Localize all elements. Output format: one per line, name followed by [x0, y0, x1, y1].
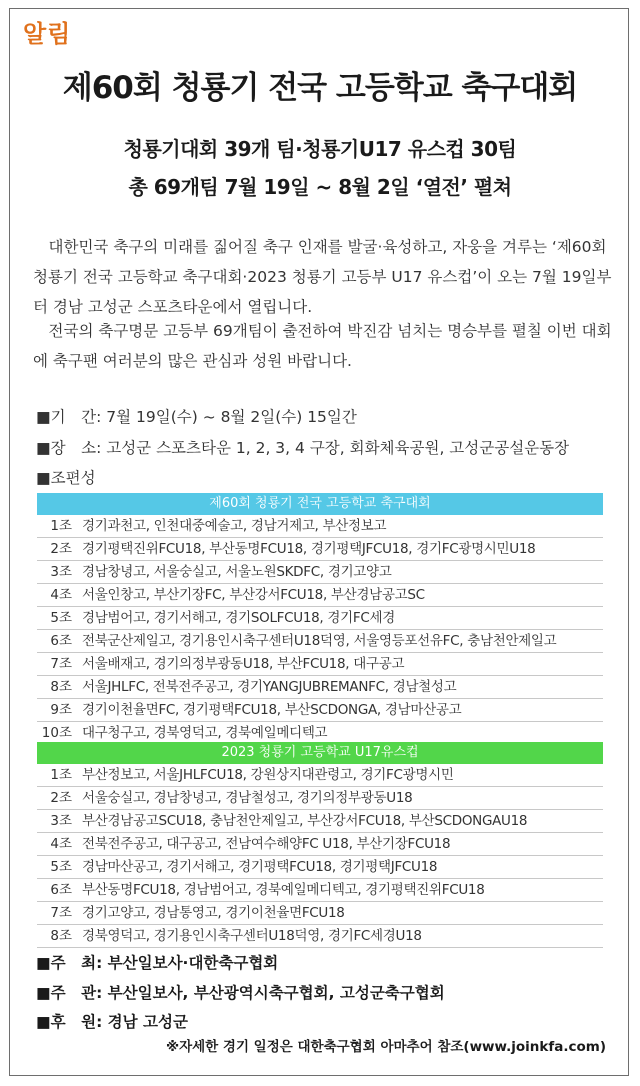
footer-note: ※자세한 경기 일정은 대한축구협회 아마추어 참조(www.joinkfa.com)	[165, 1039, 606, 1055]
table-row	[37, 833, 603, 856]
group-teams: 경남마산공고, 경기서해고, 경기평택FCU18, 경기평택JFCU18	[82, 859, 438, 875]
group-number: 5조	[50, 610, 72, 626]
table-row	[37, 810, 603, 833]
group-teams: 서울인창고, 부산기장FC, 부산강서FCU18, 부산경남공고SC	[82, 587, 425, 603]
footer-organizer: ■주 관: 부산일보사, 부산광역시축구협회, 고성군축구협회	[36, 984, 445, 1002]
group-teams: 경기평택진위FCU18, 부산동명FCU18, 경기평택JFCU18, 경기FC광명시민U18	[82, 541, 536, 557]
group-number: 6조	[50, 882, 72, 898]
table-row	[37, 902, 603, 925]
group-teams: 부산경남공고SCU18, 충남천안제일고, 부산강서FCU18, 부산SCDONGAU18	[82, 813, 528, 829]
table-cheongryong	[37, 515, 603, 745]
group-number: 7조	[50, 656, 72, 672]
table-header-u17: 2023 청룡기 고등학교 U17유스컵	[37, 742, 603, 764]
subtitle-teams: 청룡기대회 39개 팀·청룡기U17 유스컵 30팀	[123, 137, 517, 161]
footer-sponsor: ■후 원: 경남 고성군	[36, 1013, 188, 1031]
table-row	[37, 856, 603, 879]
group-number: 6조	[50, 633, 72, 649]
group-teams: 부산동명FCU18, 경남범어고, 경북예일메디텍고, 경기평택진위FCU18	[82, 882, 485, 898]
table-row	[37, 879, 603, 902]
group-number: 4조	[50, 587, 72, 603]
table-row	[37, 561, 603, 584]
table-row	[37, 515, 603, 538]
group-teams: 서울JHLFC, 전북전주공고, 경기YANGJUBREMANFC, 경남철성고	[82, 679, 457, 695]
group-teams: 경기이천율면FC, 경기평택FCU18, 부산SCDONGA, 경남마산공고	[82, 702, 462, 718]
group-teams: 서울숭실고, 경남창녕고, 경남철성고, 경기의정부광동U18	[82, 790, 413, 806]
group-number: 3조	[50, 564, 72, 580]
group-number: 2조	[50, 541, 72, 557]
footer-host: ■주 최: 부산일보사·대한축구협회	[36, 954, 279, 972]
group-number: 7조	[50, 905, 72, 921]
group-number: 8조	[50, 679, 72, 695]
group-teams: 서울배재고, 경기의정부광동U18, 부산FCU18, 대구공고	[82, 656, 405, 672]
table-row	[37, 607, 603, 630]
group-number: 5조	[50, 859, 72, 875]
table-row	[37, 925, 603, 948]
table-row	[37, 538, 603, 561]
info-venue: ■장 소: 고성군 스포츠타운 1, 2, 3, 4 구장, 회화체육공원, 고성군공설운동장	[36, 439, 570, 457]
table-u17	[37, 764, 603, 948]
group-number: 10조	[41, 725, 72, 741]
group-teams: 전북군산제일고, 경기용인시축구센터U18덕영, 서울영등포선유FC, 충남천안제일고	[82, 633, 557, 649]
group-teams: 대구청구고, 경북영덕고, 경북예일메디텍고	[82, 725, 328, 741]
group-teams: 부산정보고, 서울JHLFCU18, 강원상지대관령고, 경기FC광명시민	[82, 767, 454, 783]
table-row	[37, 699, 603, 722]
group-number: 3조	[50, 813, 72, 829]
table-row	[37, 676, 603, 699]
subtitle-schedule: 총 69개팀 7월 19일 ~ 8월 2일 ‘열전’ 펼쳐	[128, 175, 512, 199]
group-teams: 경기고양고, 경남통영고, 경기이천율면FCU18	[82, 905, 345, 921]
group-teams: 경북영덕고, 경기용인시축구센터U18덕영, 경기FC세경U18	[82, 928, 422, 944]
group-teams: 경남창녕고, 서울숭실고, 서울노원SKDFC, 경기고양고	[82, 564, 392, 580]
invite-paragraph: 전국의 축구명문 고등부 69개팀이 출전하여 박진감 넘치는 명승부를 펼칠 이번 대회에 축구팬 여러분의 많은 관심과 성원 바랍니다.	[33, 322, 612, 370]
group-number: 1조	[50, 518, 72, 534]
group-number: 1조	[50, 767, 72, 783]
group-number: 2조	[50, 790, 72, 806]
group-teams: 경기과천고, 인천대중예술고, 경남거제고, 부산정보고	[82, 518, 387, 534]
group-number: 8조	[50, 928, 72, 944]
info-groups: ■조편성	[36, 469, 96, 487]
intro-paragraph: 대한민국 축구의 미래를 짊어질 축구 인재를 발굴·육성하고, 자웅을 겨루는 ‘제60회 청룡기 전국 고등학교 축구대회·2023 청룡기 고등부 U17 유스컵’이 오는 7월 19일부터 경남 고성군 스포츠타운에서 열립니다.	[33, 238, 612, 316]
table-row	[37, 653, 603, 676]
info-period: ■기 간: 7월 19일(수) ~ 8월 2일(수) 15일간	[36, 408, 357, 426]
table-row	[37, 584, 603, 607]
page-title: 제60회 청룡기 전국 고등학교 축구대회	[62, 70, 578, 106]
group-teams: 경남범어고, 경기서해고, 경기SOLFCU18, 경기FC세경	[82, 610, 395, 626]
group-number: 9조	[50, 702, 72, 718]
notice-tag: 알림	[23, 20, 72, 48]
table-header-cheongryong: 제60회 청룡기 전국 고등학교 축구대회	[37, 493, 603, 515]
group-number: 4조	[50, 836, 72, 852]
table-row	[37, 787, 603, 810]
table-row	[37, 764, 603, 787]
group-teams: 전북전주공고, 대구공고, 전남여수해양FC U18, 부산기장FCU18	[82, 836, 451, 852]
table-row	[37, 630, 603, 653]
